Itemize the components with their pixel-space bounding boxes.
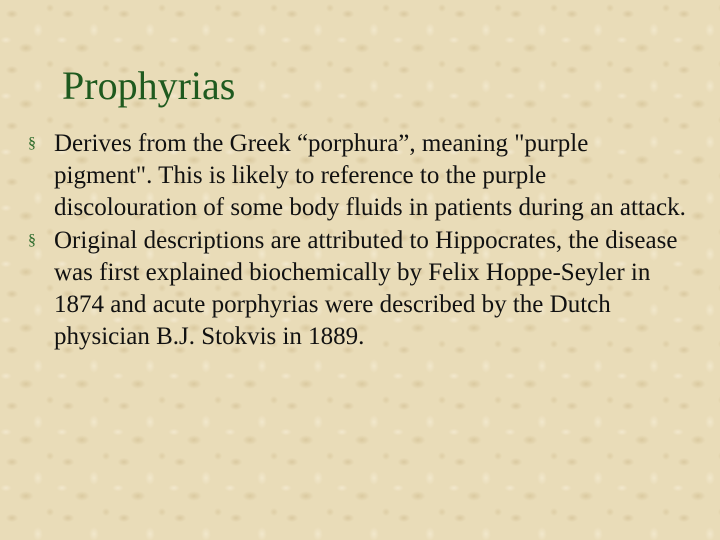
bullet-list: [28, 128, 688, 353]
bullet-item: [28, 128, 688, 225]
slide-title: Prophyrias: [62, 63, 236, 108]
bullet-text: Original descriptions are attributed to Hippocrates, the disease was first explained biochemically by Felix Hoppe-Seyler in 1874 and acute porphyrias were described by the Dutch physician B.J. Stokvis in 1889.: [54, 226, 678, 351]
bullet-marker-icon: §: [28, 135, 36, 152]
bullet-item: [28, 225, 688, 354]
bullet-text: Derives from the Greek “porphura”, meaning "purple pigment". This is likely to reference to the purple discolouration of some body fluids in patients during an attack.: [54, 130, 686, 222]
bullet-marker-icon: §: [28, 231, 36, 249]
